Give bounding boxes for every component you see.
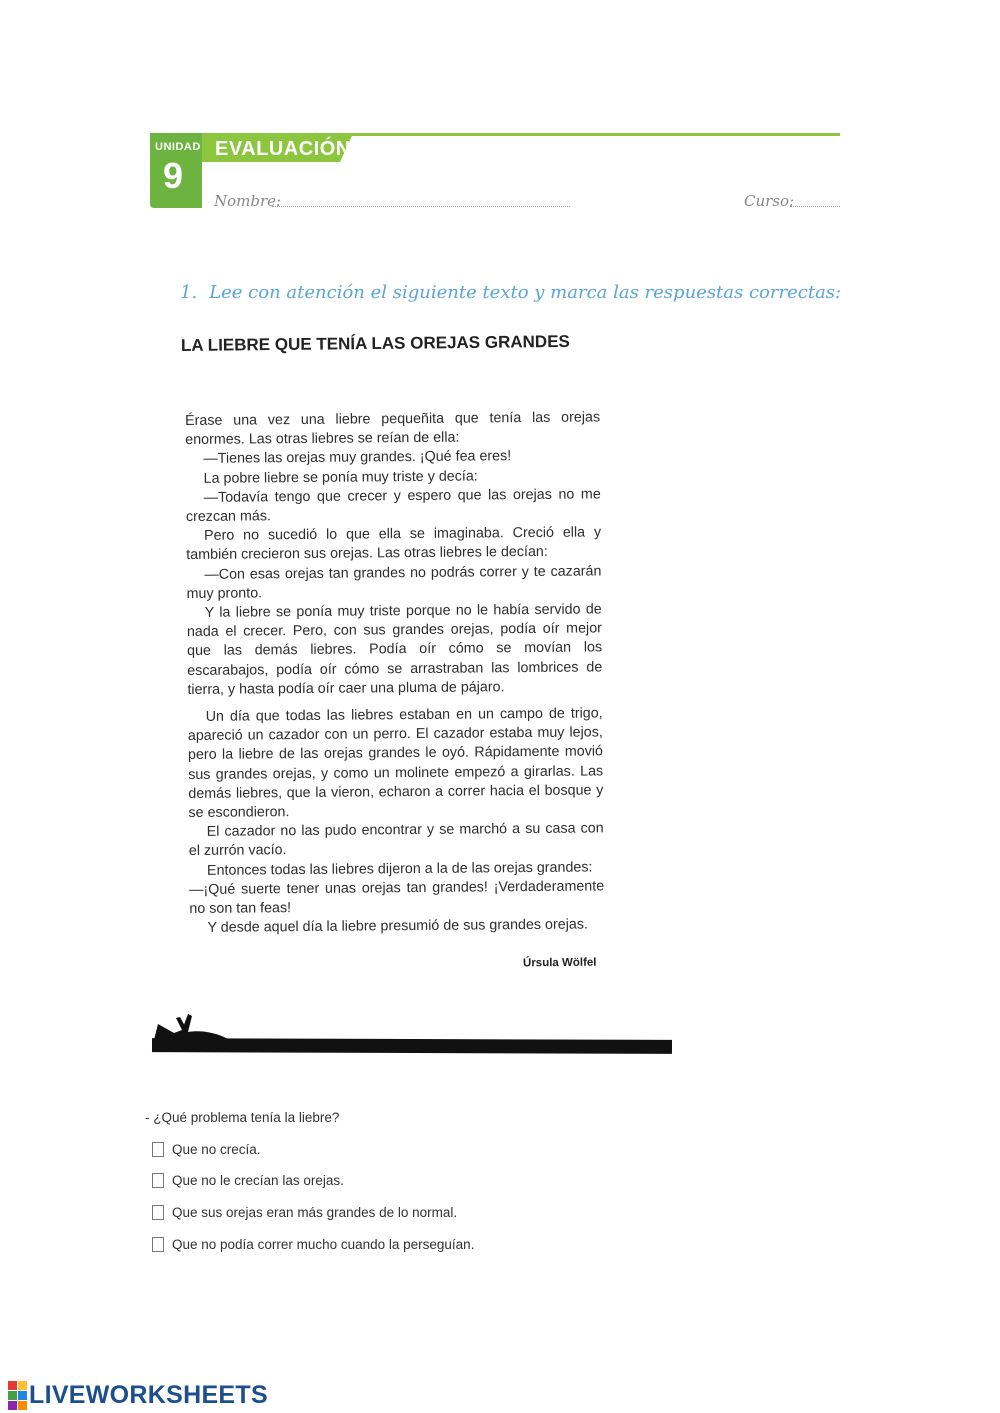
- divider-bar: [152, 1038, 672, 1054]
- story-paragraph: Y desde aquel día la liebre presumió de sus grandes orejas.: [207, 916, 588, 937]
- story-title: LA LIEBRE QUE TENÍA LAS OREJAS GRANDES: [180, 331, 570, 355]
- logo-square: [8, 1401, 17, 1410]
- header-rule: [150, 133, 840, 136]
- story-paragraph: —¡Qué suerte tener unas orejas tan grandes! ¡Verdaderamente no son tan feas!: [189, 878, 605, 918]
- answer-label: Que no podía correr mucho cuando la perseguían.: [172, 1236, 475, 1252]
- story-paragraph: Pero no sucedió lo que ella se imaginaba. Creció ella y también crecieron sus orejas. Las otras liebres le decían:: [186, 524, 602, 564]
- answer-checkbox[interactable]: [152, 1173, 164, 1188]
- story-paragraph: El cazador no las pudo encontrar y se marchó a su casa con el zurrón vacío.: [188, 820, 604, 860]
- story-paragraph: La pobre liebre se ponía muy triste y decía:: [203, 468, 478, 487]
- course-field[interactable]: [790, 206, 840, 207]
- section-title: EVALUACIÓN: [215, 138, 351, 160]
- story-author: Úrsula Wölfel: [522, 956, 597, 970]
- answer-option[interactable]: [152, 1138, 261, 1160]
- answer-checkbox[interactable]: [152, 1142, 164, 1157]
- liveworksheets-logo[interactable]: [8, 1381, 268, 1410]
- answer-label: Que no le crecían las orejas.: [172, 1172, 344, 1188]
- answer-checkbox[interactable]: [152, 1237, 164, 1252]
- name-label: Nombre:: [214, 192, 282, 210]
- answer-option[interactable]: [152, 1233, 474, 1255]
- logo-mark-icon: [8, 1381, 27, 1410]
- unit-label: UNIDAD: [155, 141, 201, 153]
- logo-text: LIVEWORKSHEETS: [29, 1381, 268, 1409]
- story-paragraph: —Con esas orejas tan grandes no podrás correr y te cazarán muy pronto.: [186, 562, 602, 602]
- question-prompt: - ¿Qué problema tenía la liebre?: [145, 1110, 340, 1125]
- logo-square: [8, 1391, 17, 1400]
- story-paragraph: Y la liebre se ponía muy triste porque no le había servido de nada el crecer. Pero, con sus grandes orejas, podía oír mejor que las demás liebres. Podía oír cómo se movían los escarabajos, podía oír cómo se arrastraban las lombrices de tierra, y hasta podía oír caer una pluma de pájaro.: [186, 601, 603, 698]
- story-paragraph: Entonces todas las liebres dijeron a la de las orejas grandes:: [206, 859, 593, 879]
- instruction-number: 1.: [180, 282, 198, 303]
- logo-square: [18, 1401, 27, 1410]
- story-paragraph: Érase una vez una liebre pequeñita que tenía las orejas enormes. Las otras liebres se reían de ella:: [185, 409, 601, 449]
- story-paragraph: —Tienes las orejas muy grandes. ¡Qué fea eres!: [203, 448, 512, 468]
- answer-option[interactable]: [152, 1201, 457, 1223]
- instruction: [180, 282, 853, 303]
- answer-label: Que no crecía.: [172, 1141, 261, 1157]
- course-label: Curso:: [744, 192, 795, 210]
- logo-square: [18, 1381, 27, 1390]
- logo-square: [8, 1381, 17, 1390]
- story-text: [185, 408, 605, 938]
- story-paragraph: —Todavía tengo que crecer y espero que las orejas no me crezcan más.: [185, 486, 601, 526]
- answer-label: Que sus orejas eran más grandes de lo normal.: [172, 1204, 458, 1220]
- story-paragraph: Un día que todas las liebres estaban en un campo de trigo, apareció un cazador con un perro. El cazador estaba muy lejos, pero la liebre de las orejas grandes le oyó. Rápidamente movió sus grandes orejas, y como un molinete empezó a girarlas. Las demás liebres, que la vieron, echaron a correr hacia el bosque y se escondieron.: [187, 705, 604, 822]
- answer-checkbox[interactable]: [152, 1205, 164, 1220]
- answer-option[interactable]: [152, 1169, 344, 1191]
- logo-square: [18, 1391, 27, 1400]
- name-field[interactable]: [272, 206, 570, 207]
- instruction-text: Lee con atención el siguiente texto y marca las respuestas correctas:: [209, 282, 842, 303]
- unit-number: 9: [163, 155, 184, 196]
